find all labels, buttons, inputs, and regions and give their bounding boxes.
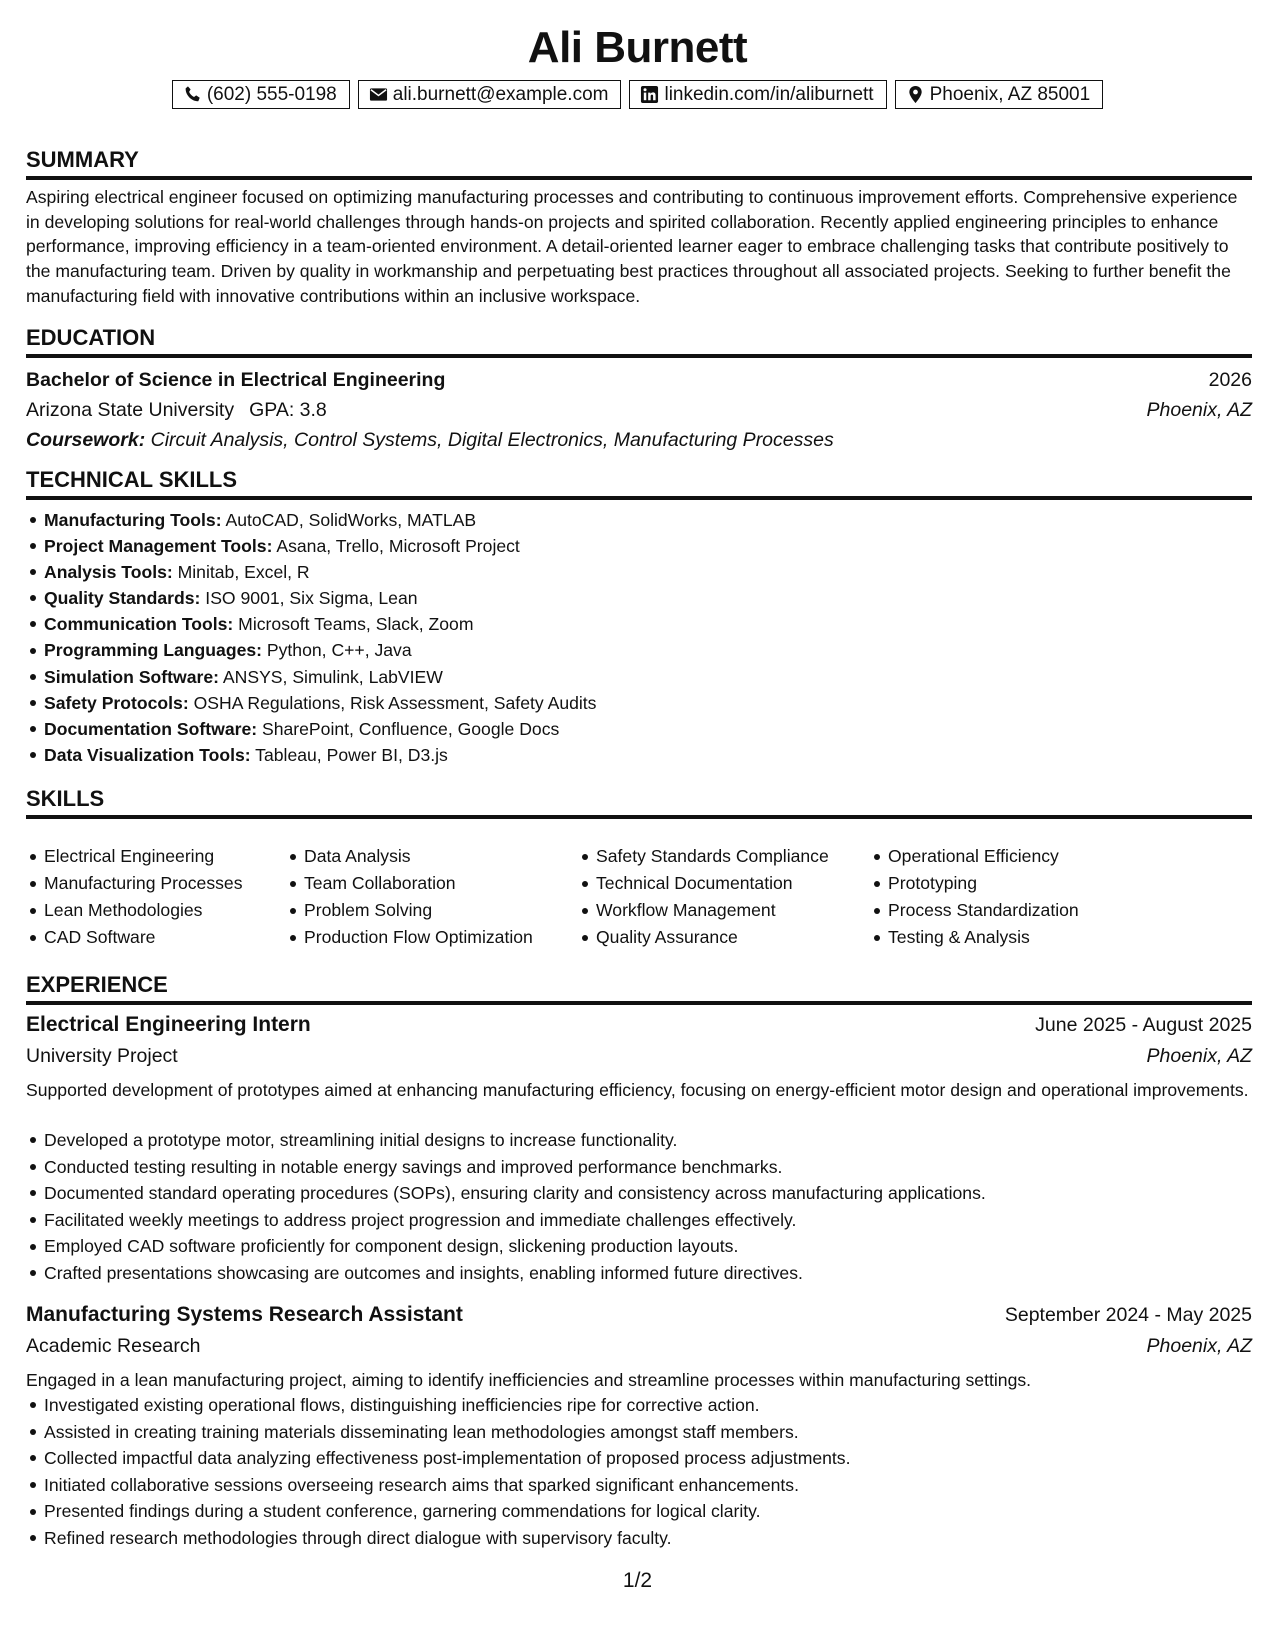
list-item: Programming Languages: Python, C++, Java [26, 637, 596, 663]
job-organization: Academic Research [26, 1335, 201, 1357]
job-description: Supported development of prototypes aimed at enhancing manufacturing efficiency, focusing on energy-efficient motor design and operational improvements. [26, 1080, 1249, 1100]
job-dates: September 2024 - May 2025 [1004, 1304, 1252, 1326]
list-item: Project Management Tools: Asana, Trello, Microsoft Project [26, 533, 596, 559]
map-marker-icon [906, 85, 925, 104]
email-contact[interactable] [358, 80, 622, 109]
list-item: Documentation Software: SharePoint, Confluence, Google Docs [26, 716, 596, 742]
list-item: Data Visualization Tools: Tableau, Power BI, D3.js [26, 742, 596, 768]
list-item: Testing & Analysis [870, 924, 1170, 951]
list-item: Workflow Management [578, 897, 870, 924]
list-item: Investigated existing operational flows, distinguishing inefficiencies ripe for corrective action. [26, 1392, 851, 1419]
list-item: Quality Assurance [578, 924, 870, 951]
job-2-org-row [26, 1333, 1252, 1359]
list-item: Prototyping [870, 870, 1170, 897]
technical-skills-heading: TECHNICAL SKILLS [26, 467, 238, 492]
job-organization: University Project [26, 1045, 178, 1067]
graduation-year: 2026 [1208, 369, 1252, 391]
location-text: Phoenix, AZ 85001 [929, 83, 1091, 105]
linkedin-icon [640, 85, 659, 104]
job-1-title-row [26, 1011, 1252, 1039]
skills-column-4 [870, 843, 1170, 951]
job-title: Manufacturing Systems Research Assistant [26, 1303, 463, 1326]
technical-skills-divider [26, 496, 1252, 500]
list-item: Quality Standards: ISO 9001, Six Sigma, Lean [26, 585, 596, 611]
job-1-org-row [26, 1043, 1252, 1069]
coursework-label: Coursework: [26, 429, 146, 451]
list-item: Operational Efficiency [870, 843, 1170, 870]
list-item: Developed a prototype motor, streamlining initial designs to increase functionality. [26, 1127, 986, 1154]
experience-divider [26, 1001, 1252, 1005]
technical-skills-list [26, 507, 596, 768]
job-2-title-row [26, 1301, 1252, 1329]
education-school-row [26, 397, 1252, 423]
job-1-bullets [26, 1127, 986, 1287]
phone-text: (602) 555-0198 [206, 83, 337, 105]
list-item: Safety Standards Compliance [578, 843, 870, 870]
phone-icon [183, 85, 202, 104]
list-item: Team Collaboration [286, 870, 578, 897]
job-description: Engaged in a lean manufacturing project, aiming to identify inefficiencies and streamline processes within manufacturing settings. [26, 1370, 1032, 1390]
candidate-name: Ali Burnett [527, 23, 748, 72]
linkedin-text: linkedin.com/in/aliburnett [664, 83, 874, 105]
degree-title: Bachelor of Science in Electrical Engineering [26, 369, 446, 391]
list-item: Employed CAD software proficiently for component design, slickening production layouts. [26, 1233, 986, 1260]
coursework-line [26, 427, 834, 453]
job-dates: June 2025 - August 2025 [1035, 1014, 1252, 1036]
skills-column-3 [578, 843, 870, 951]
school-name: Arizona State University [26, 399, 235, 421]
job-title: Electrical Engineering Intern [26, 1013, 311, 1036]
list-item: Problem Solving [286, 897, 578, 924]
list-item: Process Standardization [870, 897, 1170, 924]
job-location: Phoenix, AZ [1146, 1335, 1252, 1357]
skills-heading: SKILLS [26, 786, 105, 811]
list-item: Safety Protocols: OSHA Regulations, Risk Assessment, Safety Audits [26, 690, 596, 716]
list-item: Assisted in creating training materials disseminating lean methodologies amongst staff members. [26, 1419, 851, 1446]
gpa: GPA: 3.8 [249, 399, 327, 421]
page-number: 1/2 [622, 1569, 653, 1592]
list-item: Production Flow Optimization [286, 924, 578, 951]
list-item: Analysis Tools: Minitab, Excel, R [26, 559, 596, 585]
contact-row [0, 80, 1275, 109]
list-item: Manufacturing Tools: AutoCAD, SolidWorks, MATLAB [26, 507, 596, 533]
education-divider [26, 354, 1252, 358]
linkedin-contact[interactable] [629, 80, 886, 109]
location-contact [895, 80, 1104, 109]
summary-heading: SUMMARY [26, 147, 139, 172]
list-item: Crafted presentations showcasing are outcomes and insights, enabling informed future directives. [26, 1260, 986, 1287]
skills-divider [26, 815, 1252, 819]
list-item: Electrical Engineering [26, 843, 286, 870]
school-location: Phoenix, AZ [1146, 399, 1252, 421]
summary-text: Aspiring electrical engineer focused on optimizing manufacturing processes and contributing to continuous improvement efforts. Comprehensive experience in developing solutions for real-world challenges through hands-on projects and spirited collaboration. Recently applied engineering principles to enhance performance, improving efficiency in a team-oriented environment. A detail-oriented learner eager to embrace challenging tasks that contribute positively to the manufacturing team. Driven by quality in workmanship and perpetuating best practices throughout all associated projects. Seeking to further benefit the manufacturing field with innovative contributions within an inclusive workspace. [26, 187, 1238, 306]
job-location: Phoenix, AZ [1146, 1045, 1252, 1067]
email-text: ali.burnett@example.com [392, 83, 609, 105]
list-item: Data Analysis [286, 843, 578, 870]
skills-grid [26, 843, 1170, 951]
list-item: CAD Software [26, 924, 286, 951]
list-item: Technical Documentation [578, 870, 870, 897]
phone-contact[interactable] [172, 80, 350, 109]
list-item: Initiated collaborative sessions overseeing research aims that sparked significant enhancements. [26, 1472, 851, 1499]
list-item: Communication Tools: Microsoft Teams, Slack, Zoom [26, 611, 596, 637]
skills-column-2 [286, 843, 578, 951]
list-item: Lean Methodologies [26, 897, 286, 924]
envelope-icon [369, 85, 388, 104]
list-item: Manufacturing Processes [26, 870, 286, 897]
summary-divider [26, 176, 1252, 180]
list-item: Refined research methodologies through direct dialogue with supervisory faculty. [26, 1525, 851, 1552]
job-2-bullets [26, 1392, 851, 1552]
list-item: Conducted testing resulting in notable energy savings and improved performance benchmarks. [26, 1154, 986, 1181]
list-item: Collected impactful data analyzing effectiveness post-implementation of proposed process adjustments. [26, 1445, 851, 1472]
list-item: Facilitated weekly meetings to address project progression and immediate challenges effectively. [26, 1207, 986, 1234]
education-heading: EDUCATION [26, 325, 156, 350]
list-item: Simulation Software: ANSYS, Simulink, LabVIEW [26, 664, 596, 690]
list-item: Presented findings during a student conference, garnering commendations for logical clarity. [26, 1498, 851, 1525]
experience-heading: EXPERIENCE [26, 972, 168, 997]
school-line [26, 397, 327, 423]
list-item: Documented standard operating procedures (SOPs), ensuring clarity and consistency across manufacturing applications. [26, 1180, 986, 1207]
skills-column-1 [26, 843, 286, 951]
education-degree-row [26, 367, 1252, 393]
coursework-list: Circuit Analysis, Control Systems, Digital Electronics, Manufacturing Processes [145, 429, 834, 451]
